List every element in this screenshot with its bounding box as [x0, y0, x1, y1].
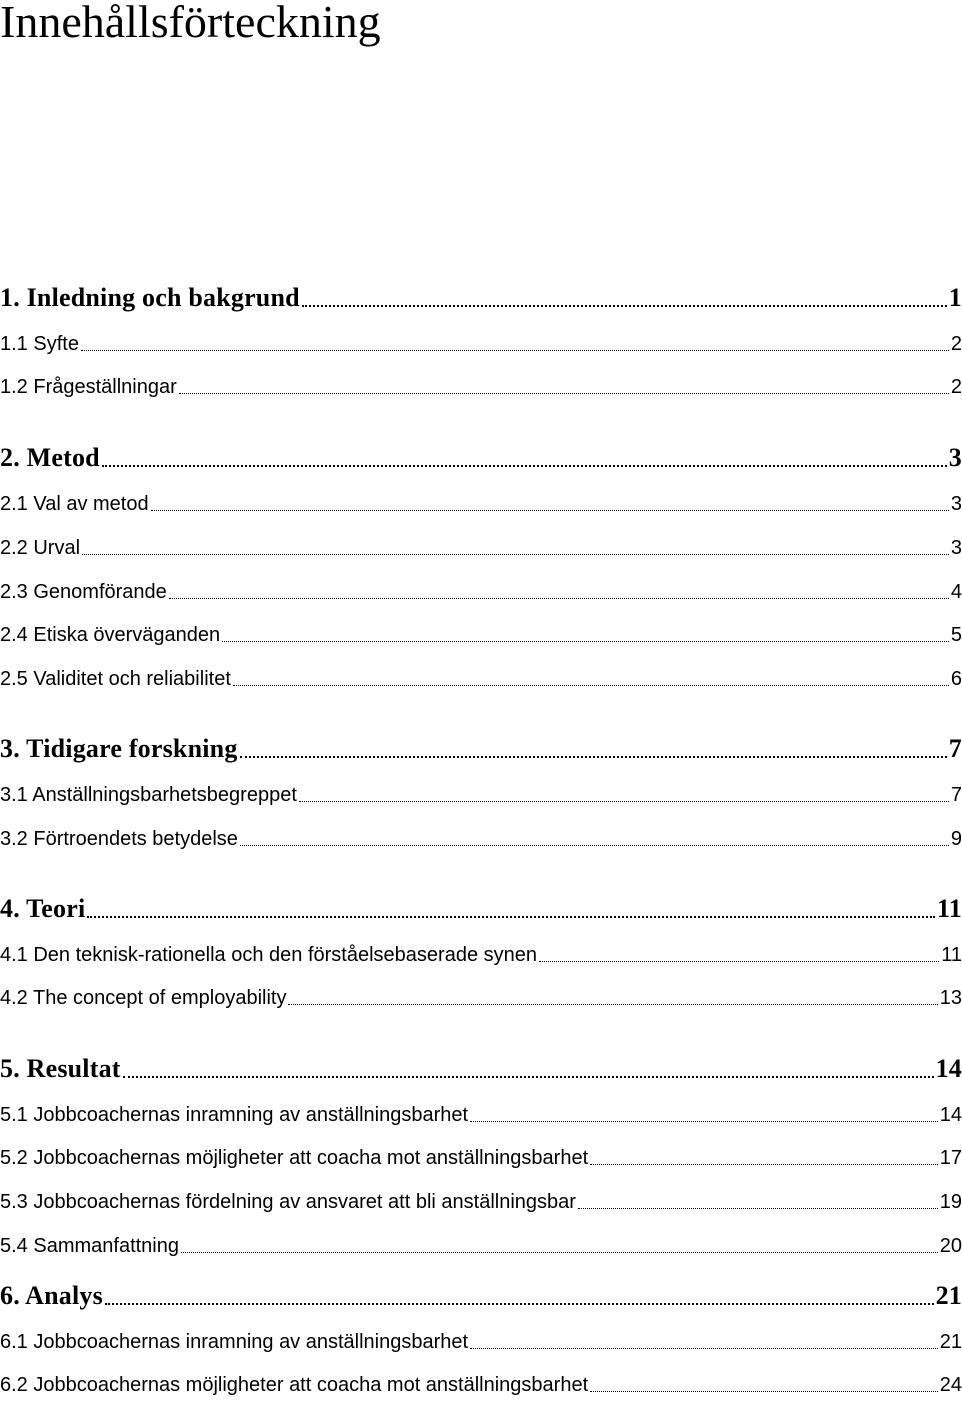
toc-subsection-2-5[interactable] — [0, 666, 962, 692]
toc-section-label: 3. Tidigare forskning — [0, 734, 238, 763]
toc-subsection-label: 6.1 Jobbcoachernas inramning av anställningsbarhet — [0, 1331, 469, 1353]
toc-section-label: 5. Resultat — [0, 1054, 121, 1083]
toc-page-number: 4 — [950, 581, 962, 603]
toc-leader-dots — [300, 282, 949, 314]
toc-section-1[interactable] — [0, 282, 962, 314]
toc-subsection-label: 3.1 Anställningsbarhetsbegreppet — [0, 784, 297, 806]
toc-leader-dots — [297, 782, 951, 808]
toc-leader-dots — [588, 1145, 940, 1171]
toc-subsection-5-2[interactable] — [0, 1145, 962, 1171]
toc-page-number: 14 — [939, 1104, 962, 1126]
toc-page-number: 20 — [939, 1235, 962, 1257]
toc-subsection-4-2[interactable] — [0, 985, 962, 1011]
toc-subsection-label: 2.4 Etiska överväganden — [0, 624, 221, 646]
toc-subsection-label: 3.2 Förtroendets betydelse — [0, 828, 238, 850]
toc-page-number: 21 — [935, 1281, 962, 1310]
toc-subsection-2-3[interactable] — [0, 579, 962, 605]
toc-leader-dots — [179, 1233, 940, 1259]
toc-section-label: 4. Teori — [0, 894, 86, 923]
toc-page-number: 2 — [950, 376, 962, 398]
toc-subsection-5-3[interactable] — [0, 1189, 962, 1215]
toc-subsection-3-1[interactable] — [0, 782, 962, 808]
toc-page-number: 3 — [948, 443, 962, 472]
toc-page-number: 1 — [948, 283, 962, 312]
toc-leader-dots — [149, 491, 951, 517]
toc-subsection-2-4[interactable] — [0, 622, 962, 648]
toc-page-number: 3 — [950, 493, 962, 515]
toc-section-label: 6. Analys — [0, 1281, 103, 1310]
toc-subsection-label: 1.2 Frågeställningar — [0, 376, 177, 398]
toc-subsection-5-4[interactable] — [0, 1233, 962, 1259]
toc-subsection-label: 5.2 Jobbcoachernas möjligheter att coacha mot anställningsbarhet — [0, 1147, 589, 1169]
toc-subsection-2-2[interactable] — [0, 535, 962, 561]
toc-page-number: 6 — [950, 668, 962, 690]
toc-leader-dots — [80, 535, 951, 561]
toc-page-number: 2 — [950, 333, 962, 355]
toc-leader-dots — [537, 942, 941, 968]
toc-subsection-3-2[interactable] — [0, 826, 962, 852]
toc-subsection-label: 4.2 The concept of employability — [0, 987, 287, 1009]
toc-leader-dots — [85, 893, 937, 925]
toc-leader-dots — [468, 1329, 940, 1355]
toc-leader-dots — [220, 622, 951, 648]
toc-section-4[interactable] — [0, 893, 962, 925]
toc-section-5[interactable] — [0, 1053, 962, 1085]
toc-page-number: 13 — [939, 987, 962, 1009]
toc-leader-dots — [231, 666, 951, 692]
toc-subsection-label: 2.1 Val av metod — [0, 493, 149, 515]
toc-section-label: 2. Metod — [0, 443, 100, 472]
toc-subsection-2-1[interactable] — [0, 491, 962, 517]
toc-page-number: 24 — [939, 1374, 962, 1396]
toc-page-number: 11 — [941, 944, 962, 966]
toc-subsection-5-1[interactable] — [0, 1102, 962, 1128]
toc-page-number: 21 — [939, 1331, 962, 1353]
toc-subsection-label: 5.4 Sammanfattning — [0, 1235, 179, 1257]
toc-subsection-label: 5.3 Jobbcoachernas fördelning av ansvaret att bli anställningsbar — [0, 1191, 576, 1213]
toc-leader-dots — [238, 733, 949, 765]
page-title: Innehållsförteckning — [0, 0, 381, 47]
toc-leader-dots — [588, 1372, 940, 1398]
toc-subsection-label: 2.3 Genomförande — [0, 581, 167, 603]
toc-subsection-label: 1.1 Syfte — [0, 333, 79, 355]
toc-section-label: 1. Inledning och bakgrund — [0, 283, 300, 312]
toc-leader-dots — [79, 331, 951, 357]
toc-page-number: 17 — [939, 1147, 962, 1169]
toc-subsection-label: 4.1 Den teknisk-rationella och den förståelsebaserade synen — [0, 944, 537, 966]
toc-leader-dots — [238, 826, 951, 852]
toc-page-number: 7 — [948, 734, 962, 763]
toc-leader-dots — [121, 1053, 936, 1085]
toc-subsection-label: 2.2 Urval — [0, 537, 81, 559]
toc-subsection-label: 2.5 Validitet och reliabilitet — [0, 668, 231, 690]
toc-page-number: 14 — [935, 1054, 962, 1083]
toc-leader-dots — [103, 1280, 936, 1312]
toc-leader-dots — [167, 579, 951, 605]
toc-leader-dots — [177, 374, 951, 400]
toc-subsection-6-2[interactable] — [0, 1372, 962, 1398]
toc-section-3[interactable] — [0, 733, 962, 765]
toc-section-6[interactable] — [0, 1280, 962, 1312]
toc-leader-dots — [100, 442, 949, 474]
toc-subsection-4-1[interactable] — [0, 942, 962, 968]
toc-page-number: 11 — [937, 894, 962, 923]
toc-page-number: 7 — [950, 784, 962, 806]
toc-subsection-1-2[interactable] — [0, 374, 962, 400]
toc-page-number: 19 — [939, 1191, 962, 1213]
toc-section-2[interactable] — [0, 442, 962, 474]
toc-page-number: 3 — [950, 537, 962, 559]
toc-subsection-label: 6.2 Jobbcoachernas möjligheter att coacha mot anställningsbarhet — [0, 1374, 589, 1396]
toc-leader-dots — [286, 985, 939, 1011]
toc-leader-dots — [576, 1189, 940, 1215]
toc-page-number: 5 — [950, 624, 962, 646]
toc-subsection-6-1[interactable] — [0, 1329, 962, 1355]
toc-subsection-1-1[interactable] — [0, 331, 962, 357]
toc-leader-dots — [468, 1102, 940, 1128]
toc-page-number: 9 — [950, 828, 962, 850]
toc-subsection-label: 5.1 Jobbcoachernas inramning av anställningsbarhet — [0, 1104, 469, 1126]
